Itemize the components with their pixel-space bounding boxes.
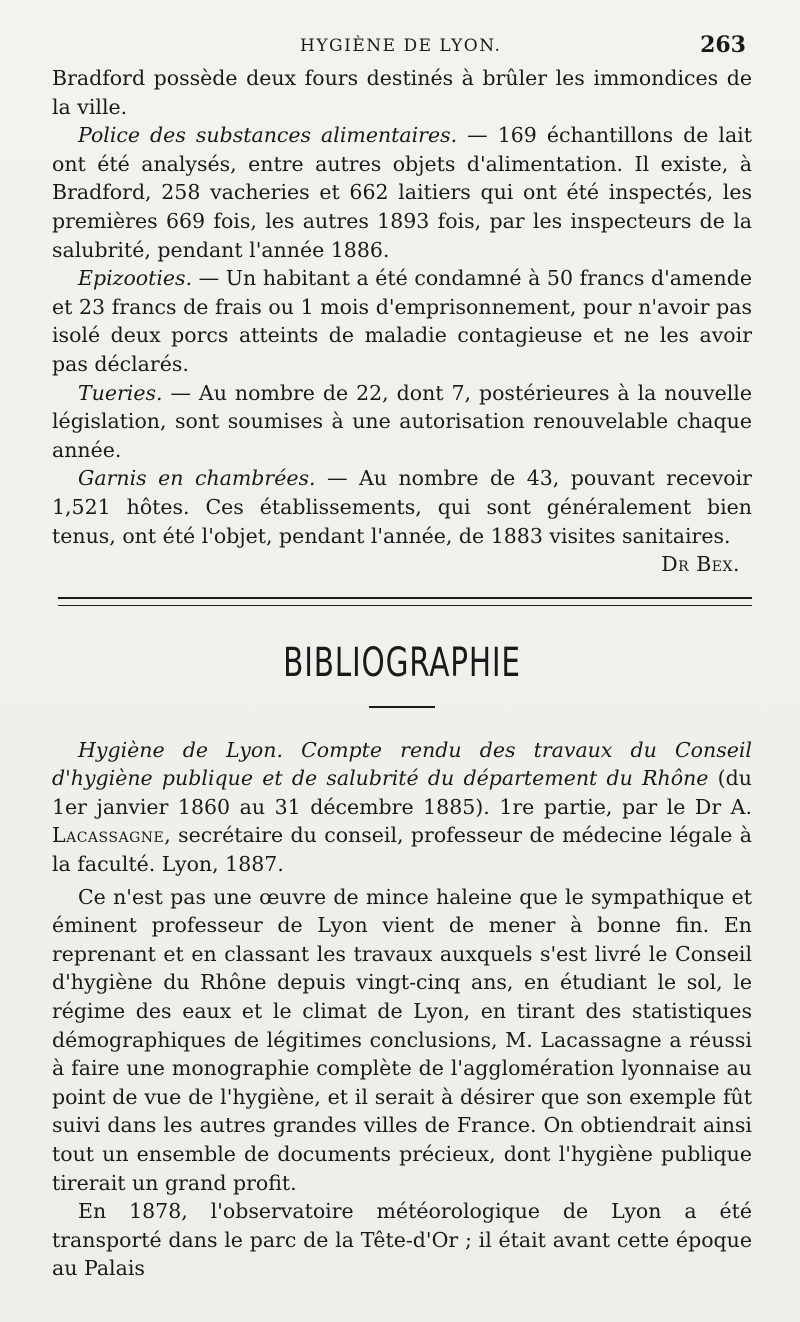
paragraph-tueries: [52, 379, 752, 465]
page-number: 263: [700, 32, 746, 58]
paragraph-epizooties: [52, 264, 752, 378]
citation-author: Lacassagne: [52, 823, 165, 848]
paragraph-fours: Bradford possède deux fours destinés à brûler les immondices de la ville.: [52, 66, 752, 119]
paragraph-heading: Garnis en chambrées.: [78, 466, 316, 491]
title-underline: [369, 706, 435, 708]
paragraph-body: — Au nombre de 43, pouvant recevoir 1,521 hôtes. Ces établissements, qui sont généralement bien tenus, ont été l'objet, pendant l'année, de 1883 visites sanitaires.: [52, 466, 752, 548]
review-paragraph: Ce n'est pas une œuvre de mince haleine que le sympathique et éminent professeur de Lyon vient de mener à bonne fin. En reprenant et en classant les travaux auxquels s'est livré le Conseil d'hygiène du Rhône depuis vingt-cinq ans, en étudiant le sol, le régime des eaux et le climat de Lyon, en tirant des statistiques démographiques de légitimes conclusions, M. Lacassagne a réussi à faire une monographie complète de l'agglomération lyonnaise au point de vue de l'hygiène, et il serait à désirer que son exemple fût suivi dans les autres grandes villes de France. On obtiendrait ainsi tout un ensemble de documents précieux, dont l'hygiène publique tirerait un grand profit.: [52, 884, 752, 1195]
page-header: [52, 30, 752, 64]
section-title: BIBLIOGRAPHIE: [283, 639, 521, 686]
citation-details-end: , secrétaire du conseil, professeur de médecine légale à la faculté. Lyon, 1887.: [52, 823, 752, 877]
section-divider: [58, 597, 752, 606]
paragraph-garnis: [52, 464, 752, 550]
paragraph-body: — Au nombre de 22, dont 7, postérieures à la nouvelle législation, sont soumises à une autorisation renouvelable chaque année.: [52, 380, 752, 462]
running-head: HYGIÈNE DE LYON.: [300, 36, 502, 56]
bibliographic-citation: [52, 736, 752, 879]
author-signature: Dr Bex.: [661, 552, 740, 577]
paragraph-body: — Un habitant a été condamné à 50 francs d'amende et 23 francs de frais ou 1 mois d'emprisonnement, pour n'avoir pas isolé deux porcs atteints de maladie contagieuse et ne les avoir pas déclarés.: [52, 266, 752, 376]
citation-title: Hygiène de Lyon. Compte rendu des travaux du Conseil d'hygiène publique et de salubrité du département du Rhône: [52, 737, 752, 791]
paragraph-heading: Tueries.: [78, 380, 163, 405]
citation-details: (du 1er janvier 1860 au 31 décembre 1885). 1re partie, par le Dr A.: [52, 766, 752, 819]
review-paragraph-continued: En 1878, l'observatoire météorologique de Lyon a été transporté dans le parc de la Tête-d'Or ; il était avant cette époque au Palais: [52, 1199, 752, 1281]
paragraph-police-substances: [52, 121, 752, 264]
paragraph-heading: Police des substances alimentaires.: [78, 123, 458, 148]
paragraph-heading: Epizooties.: [78, 266, 193, 291]
bibliography-section: [52, 736, 752, 1283]
paragraph-body: — 169 échantillons de lait ont été analysés, entre autres objets d'alimentation. Il existe, à Bradford, 258 vacheries et 662 laitiers qui ont été inspectés, les premières 669 fois, les autres 1893 fois, par les inspecteurs de la salubrité, pendant l'année 1886.: [52, 123, 752, 262]
